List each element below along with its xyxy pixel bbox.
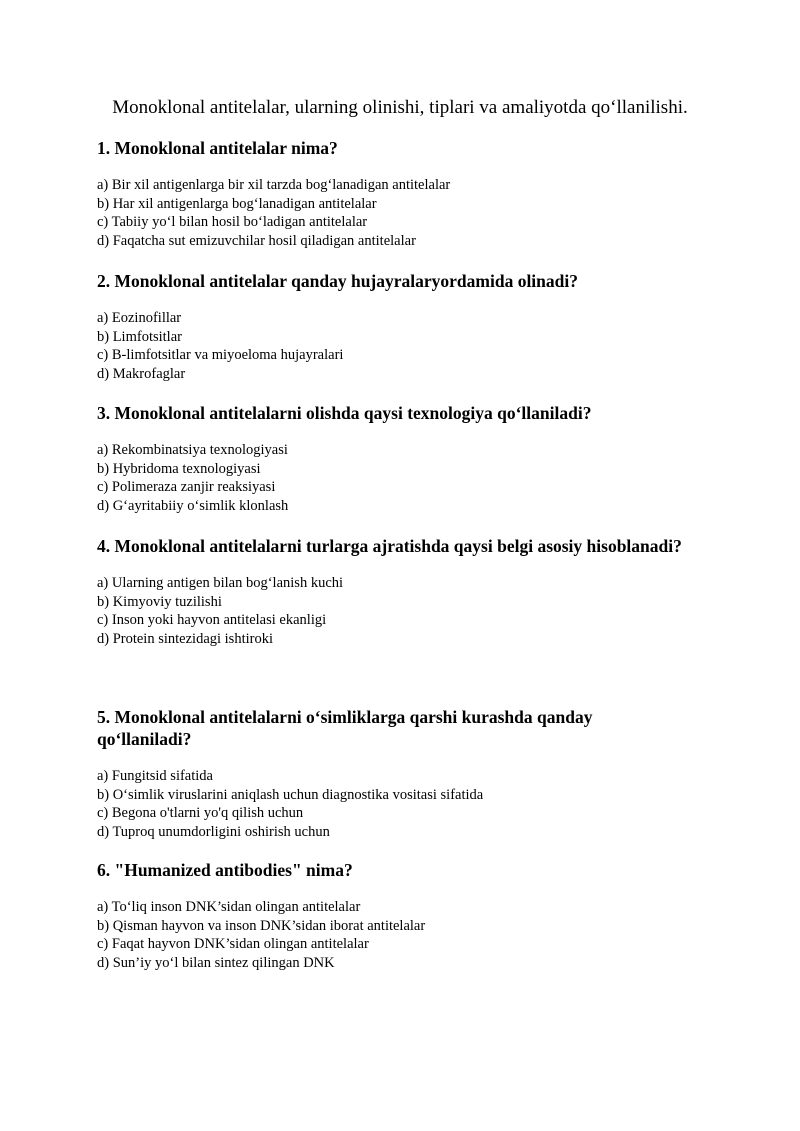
option-d: d) G‘ayritabiiy o‘simlik klonlash bbox=[97, 498, 289, 515]
question-text: 4. Monoklonal antitelalarni turlarga ajratishda qaysi belgi asosiy hisoblanadi? bbox=[97, 536, 682, 556]
option-b: b) Har xil antigenlarga bog‘lanadigan antitelalar bbox=[97, 195, 377, 212]
option-a: a) Rekombinatsiya texnologiyasi bbox=[97, 442, 288, 458]
option-b: b) Hybridoma texnologiyasi bbox=[97, 460, 261, 477]
option-c: c) B-limfotsitlar va miyoeloma hujayralari bbox=[97, 347, 344, 364]
option-b: b) Kimyoviy tuzilishi bbox=[97, 593, 222, 610]
question-text: 6. "Humanized antibodies" nima? bbox=[97, 860, 353, 880]
option-a: a) Eozinofillar bbox=[97, 310, 182, 326]
option-a: a) Bir xil antigenlarga bir xil tarzda bog‘lanadigan antitelalar bbox=[97, 177, 451, 193]
option-b: b) O‘simlik viruslarini aniqlash uchun diagnostika vositasi sifatida bbox=[97, 786, 484, 803]
document-title: Monoklonal antitelalar, ularning olinishi, tiplari va amaliyotda qo‘llanilishi. bbox=[112, 97, 688, 118]
option-b: b) Limfotsitlar bbox=[97, 328, 182, 345]
question-3 bbox=[97, 403, 717, 516]
option-b: b) Qisman hayvon va inson DNK’sidan iborat antitelalar bbox=[97, 917, 426, 934]
option-a: a) Ularning antigen bilan bog‘lanish kuchi bbox=[97, 575, 344, 591]
question-text: 1. Monoklonal antitelalar nima? bbox=[97, 138, 338, 158]
option-c: c) Polimeraza zanjir reaksiyasi bbox=[97, 479, 276, 496]
question-6 bbox=[97, 860, 717, 973]
option-d: d) Sun’iy yo‘l bilan sintez qilingan DNK bbox=[97, 955, 335, 972]
option-list bbox=[97, 898, 717, 973]
option-d: d) Tuproq unumdorligini oshirish uchun bbox=[97, 824, 330, 841]
option-c: c) Tabiiy yo‘l bilan hosil bo‘ladigan antitelalar bbox=[97, 214, 368, 231]
option-list bbox=[97, 176, 717, 251]
option-a: a) Fungitsid sifatida bbox=[97, 768, 213, 784]
option-d: d) Protein sintezidagi ishtiroki bbox=[97, 631, 273, 648]
option-c: c) Begona o'tlarni yo'q qilish uchun bbox=[97, 805, 304, 822]
question-1 bbox=[97, 138, 717, 251]
option-a: a) To‘liq inson DNK’sidan olingan antitelalar bbox=[97, 899, 361, 915]
question-2 bbox=[97, 271, 717, 384]
option-c: c) Inson yoki hayvon antitelasi ekanligi bbox=[97, 612, 327, 629]
question-4 bbox=[97, 536, 717, 649]
option-list bbox=[97, 574, 717, 649]
question-text: 2. Monoklonal antitelalar qanday hujayralaryordamida olinadi? bbox=[97, 271, 578, 291]
question-text: 5. Monoklonal antitelalarni o‘simliklarga qarshi kurashda qanday qo‘llaniladi? bbox=[97, 707, 593, 749]
option-list bbox=[97, 441, 717, 516]
option-d: d) Faqatcha sut emizuvchilar hosil qiladigan antitelalar bbox=[97, 233, 416, 250]
option-list bbox=[97, 309, 717, 384]
option-list bbox=[97, 767, 637, 842]
question-5 bbox=[97, 706, 637, 842]
option-d: d) Makrofaglar bbox=[97, 366, 186, 383]
option-c: c) Faqat hayvon DNK’sidan olingan antitelalar bbox=[97, 936, 369, 953]
question-text: 3. Monoklonal antitelalarni olishda qaysi texnologiya qo‘llaniladi? bbox=[97, 403, 592, 423]
